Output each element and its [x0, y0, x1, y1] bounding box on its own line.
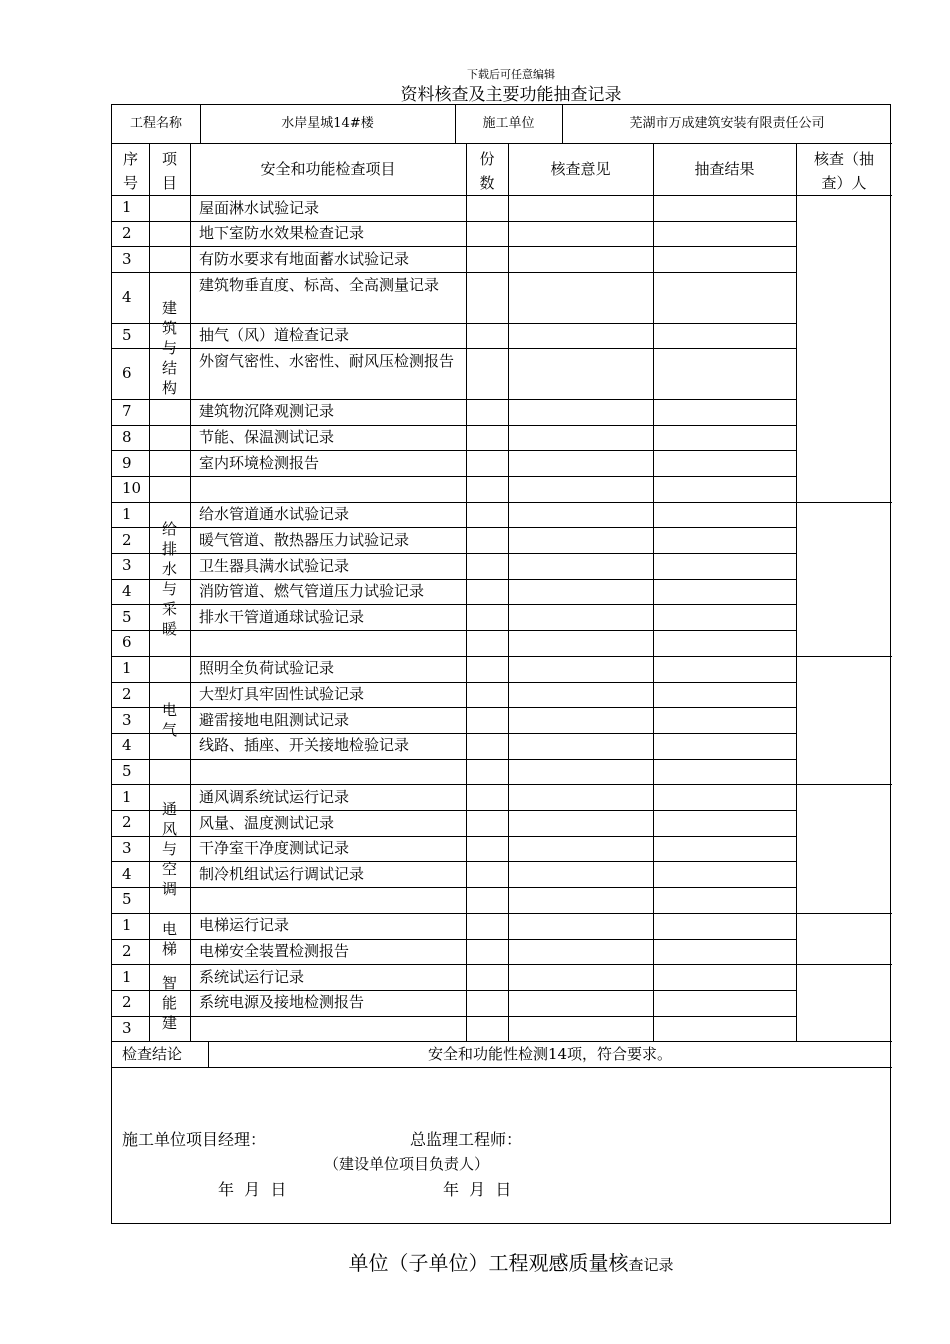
- row-number: 2: [122, 813, 132, 832]
- col-check-item: 安全和功能检查项目: [260, 160, 396, 178]
- col-copies-bottom: 数: [479, 174, 495, 192]
- row-rule: [112, 476, 796, 477]
- check-item-label: 电梯运行记录: [199, 916, 290, 935]
- row-number: 3: [122, 1018, 132, 1037]
- row-rule: [112, 1016, 796, 1017]
- check-item-label: 室内环境检测报告: [199, 453, 320, 472]
- check-item-label: 风量、温度测试记录: [199, 813, 335, 832]
- row-number: 9: [122, 453, 132, 472]
- check-item-label: 系统电源及接地检测报告: [199, 993, 365, 1012]
- check-item-label: 电梯安全装置检测报告: [199, 942, 350, 960]
- next-form-title-tail: 查记录: [628, 1256, 674, 1274]
- col-rule-opinion: [508, 143, 509, 1041]
- row-number: 7: [122, 402, 132, 421]
- col-rule-copies: [466, 143, 467, 1041]
- check-item-label: 外窗气密性、水密性、耐风压检测报告: [199, 351, 455, 370]
- conclusion-text: 安全和功能性检测14项，符合要求。: [427, 1044, 673, 1063]
- group-label: 电梯: [161, 919, 177, 958]
- check-item-label: 排水干管道通球试验记录: [199, 607, 365, 626]
- check-item-label: 节能、保温测试记录: [199, 428, 335, 446]
- row-number: 4: [122, 736, 132, 755]
- row-number: 5: [122, 607, 132, 626]
- col-result: 抽查结果: [694, 160, 755, 178]
- col-checker-bottom: 查）人: [821, 174, 867, 192]
- group-label: 智能建: [161, 973, 177, 1032]
- conclusion-bottom-rule: [112, 1067, 892, 1068]
- col-seq-top: 序: [122, 150, 138, 168]
- row-number: 2: [122, 530, 132, 549]
- contractor-manager-label: 施工单位项目经理：: [122, 1130, 267, 1149]
- col-copies-top: 份: [479, 150, 495, 168]
- check-item-label: 系统试运行记录: [199, 967, 305, 986]
- row-number: 1: [122, 659, 132, 678]
- owner-representative-note: （建设单位项目负责人）: [324, 1155, 490, 1173]
- check-item-label: 消防管道、燃气管道压力试验记录: [199, 582, 425, 601]
- project-name-value: 水岸星城14#楼: [281, 116, 374, 131]
- check-item-label: 避雷接地电阻测试记录: [199, 710, 350, 729]
- row-number: 3: [122, 839, 132, 858]
- chief-supervisor-label: 总监理工程师：: [410, 1130, 523, 1149]
- row-number: 2: [122, 941, 132, 960]
- row-number: 6: [122, 364, 132, 383]
- row-number: 5: [122, 890, 132, 909]
- row-number: 1: [122, 967, 132, 986]
- check-item-label: 建筑物垂直度、标高、全高测量记录: [199, 275, 440, 294]
- check-item-label: 干净室干净度测试记录: [199, 839, 350, 858]
- row-number: 3: [122, 710, 132, 729]
- date-left: 年 月 日: [218, 1180, 287, 1199]
- col-rule-item: [190, 143, 191, 1041]
- check-item-label: 给水管道通水试验记录: [199, 505, 350, 524]
- check-item-label: 大型灯具牢固性试验记录: [199, 685, 365, 703]
- check-item-label: 制冷机组试运行调试记录: [199, 864, 365, 883]
- check-item-label: 照明全负荷试验记录: [199, 659, 335, 678]
- group-bottom-rule: [112, 1041, 892, 1042]
- row-number: 2: [122, 224, 132, 243]
- col-rule-result: [653, 143, 654, 1041]
- row-number: 2: [122, 684, 132, 703]
- project-name-label: 工程名称: [129, 116, 182, 131]
- check-item-label: 抽气（风）道检查记录: [199, 326, 350, 345]
- row-number: 5: [122, 761, 132, 780]
- row-rule: [112, 759, 796, 760]
- download-note: 下载后可任意编辑: [467, 68, 555, 81]
- record-table: [111, 104, 891, 1224]
- check-item-label: 建筑物沉降观测记录: [199, 402, 335, 421]
- col-item-bottom: 目: [161, 174, 177, 192]
- col-rule-checker: [796, 143, 797, 1041]
- conclusion-label: 检查结论: [122, 1044, 183, 1063]
- row-number: 5: [122, 325, 132, 344]
- row-number: 3: [122, 556, 132, 575]
- row-number: 4: [122, 287, 132, 306]
- row-number: 1: [122, 504, 132, 523]
- row-number: 1: [122, 198, 132, 217]
- row-number: 3: [122, 249, 132, 268]
- group-label: 给排水与采暖: [161, 519, 177, 638]
- row-rule: [112, 887, 796, 888]
- group-label: 建筑与结构: [161, 299, 177, 398]
- check-item-label: 暖气管道、散热器压力试验记录: [199, 530, 410, 549]
- row-number: 1: [122, 787, 132, 806]
- col-rule-group: [149, 143, 150, 1041]
- row-number: 4: [122, 864, 132, 883]
- conclusion-divider: [208, 1041, 209, 1067]
- group-label: 通风与空调: [161, 799, 177, 898]
- col-checker-top: 核查（抽: [813, 150, 874, 168]
- check-item-label: 卫生器具满水试验记录: [199, 556, 350, 575]
- row-number: 1: [122, 916, 132, 935]
- col-item-top: 项: [161, 150, 177, 168]
- group-label: 电气: [161, 701, 177, 740]
- check-item-label: 屋面淋水试验记录: [199, 198, 320, 217]
- row-number: 2: [122, 993, 132, 1012]
- contractor-label: 施工单位: [482, 116, 535, 131]
- date-right: 年 月 日: [443, 1180, 512, 1199]
- form-title: 资料核查及主要功能抽查记录: [400, 85, 622, 105]
- row-number: 8: [122, 427, 132, 446]
- check-item-label: 通风调系统试运行记录: [199, 787, 350, 806]
- check-item-label: 有防水要求有地面蓄水试验记录: [199, 249, 410, 268]
- row-number: 4: [122, 582, 132, 601]
- col-opinion: 核查意见: [550, 160, 611, 178]
- row-number: 6: [122, 633, 132, 652]
- row-number: 10: [122, 479, 142, 498]
- next-form-title-main: 单位（子单位）工程观感质量核: [348, 1251, 629, 1275]
- col-seq-bottom: 号: [122, 174, 138, 192]
- next-form-title: [0, 1247, 950, 1276]
- check-item-label: 地下室防水效果检查记录: [199, 224, 365, 243]
- contractor-value: 芜湖市万成建筑安装有限责任公司: [629, 116, 825, 131]
- check-item-label: 线路、插座、开关接地检验记录: [199, 736, 410, 755]
- row-rule: [112, 630, 796, 631]
